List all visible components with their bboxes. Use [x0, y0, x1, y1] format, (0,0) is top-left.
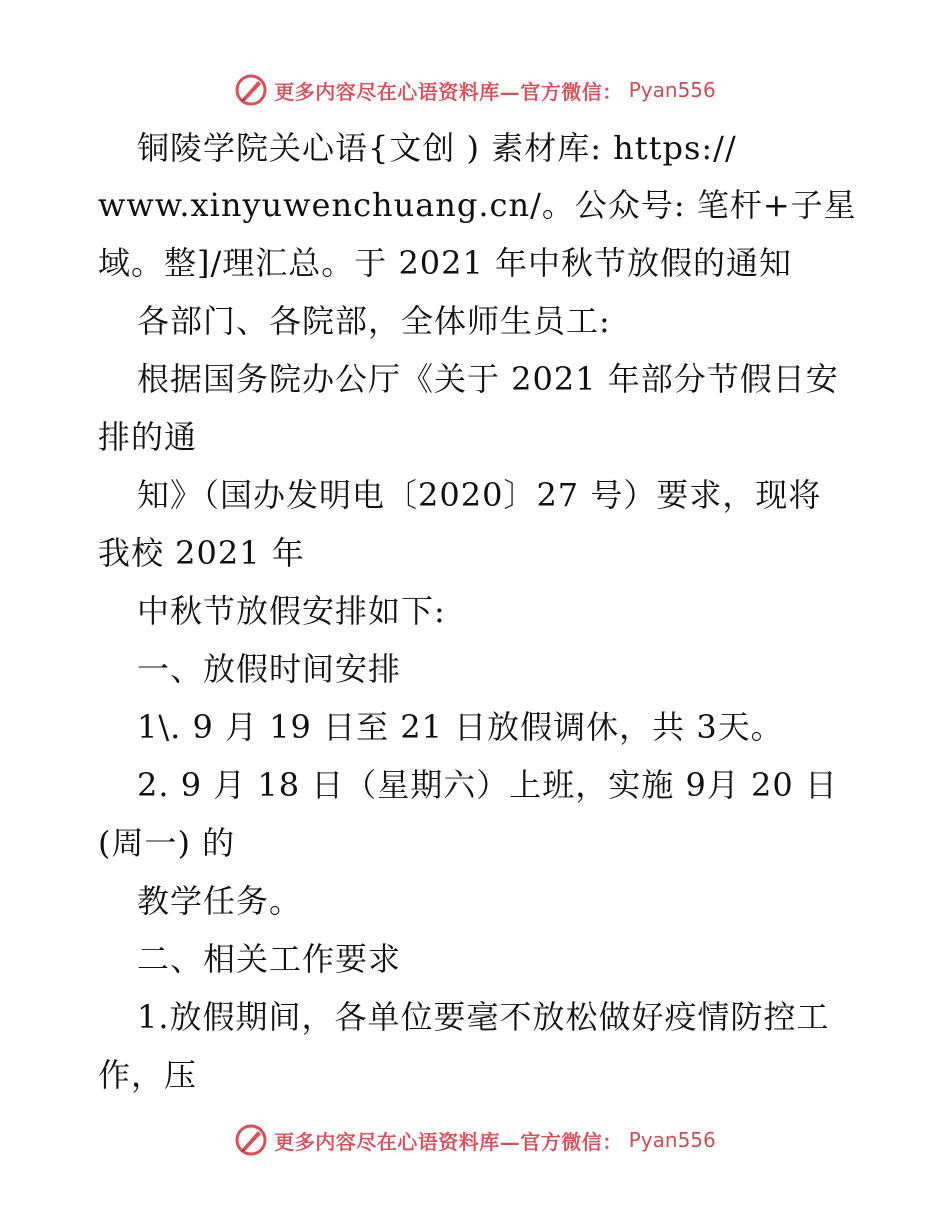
doc-line: 2. 9 月 18 日（星期六）上班，实施 9月 20 日 [137, 766, 838, 804]
doc-line: 中秋节放假安排如下: [137, 592, 446, 630]
doc-line: 二、相关工作要求 [137, 940, 402, 978]
footer-watermark-banner [0, 1120, 950, 1160]
doc-line: 知》（国办发明电〔2020〕27 号）要求，现将 [137, 476, 822, 514]
doc-line: (周一) 的 [98, 824, 236, 862]
doc-line: 教学任务。 [137, 882, 303, 920]
doc-line: 一、放假时间安排 [137, 650, 402, 688]
doc-line: 各部门、各院部，全体师生员工: [137, 302, 611, 340]
doc-line: www.xinyuwenchuang.cn/。公众号: 笔杆+子星 [98, 186, 857, 224]
header-watermark-banner [0, 70, 950, 110]
wechat-id: Pyan556 [628, 1128, 716, 1152]
quill-circle-logo-icon [234, 73, 268, 107]
doc-line: 排的通 [98, 418, 198, 456]
doc-line: 根据国务院办公厅《关于 2021 年部分节假日安 [137, 360, 839, 398]
watermark-text: 更多内容尽在心语资料库—官方微信： [274, 1129, 623, 1154]
doc-line: 1\. 9 月 19 日至 21 日放假调休，共 3天。 [137, 708, 784, 746]
doc-line: 域。整]/理汇总。于 2021 年中秋节放假的通知 [98, 244, 793, 282]
doc-line: 作，压 [98, 1056, 198, 1094]
doc-line: 我校 2021 年 [98, 534, 305, 572]
quill-circle-logo-icon [234, 1123, 268, 1157]
wechat-id: Pyan556 [628, 78, 716, 102]
doc-line: 1.放假期间，各单位要毫不放松做好疫情防控工 [137, 998, 830, 1036]
watermark-text: 更多内容尽在心语资料库—官方微信： [274, 79, 623, 104]
doc-line: 铜陵学院关心语{文创 ) 素材库: https:// [137, 129, 737, 167]
